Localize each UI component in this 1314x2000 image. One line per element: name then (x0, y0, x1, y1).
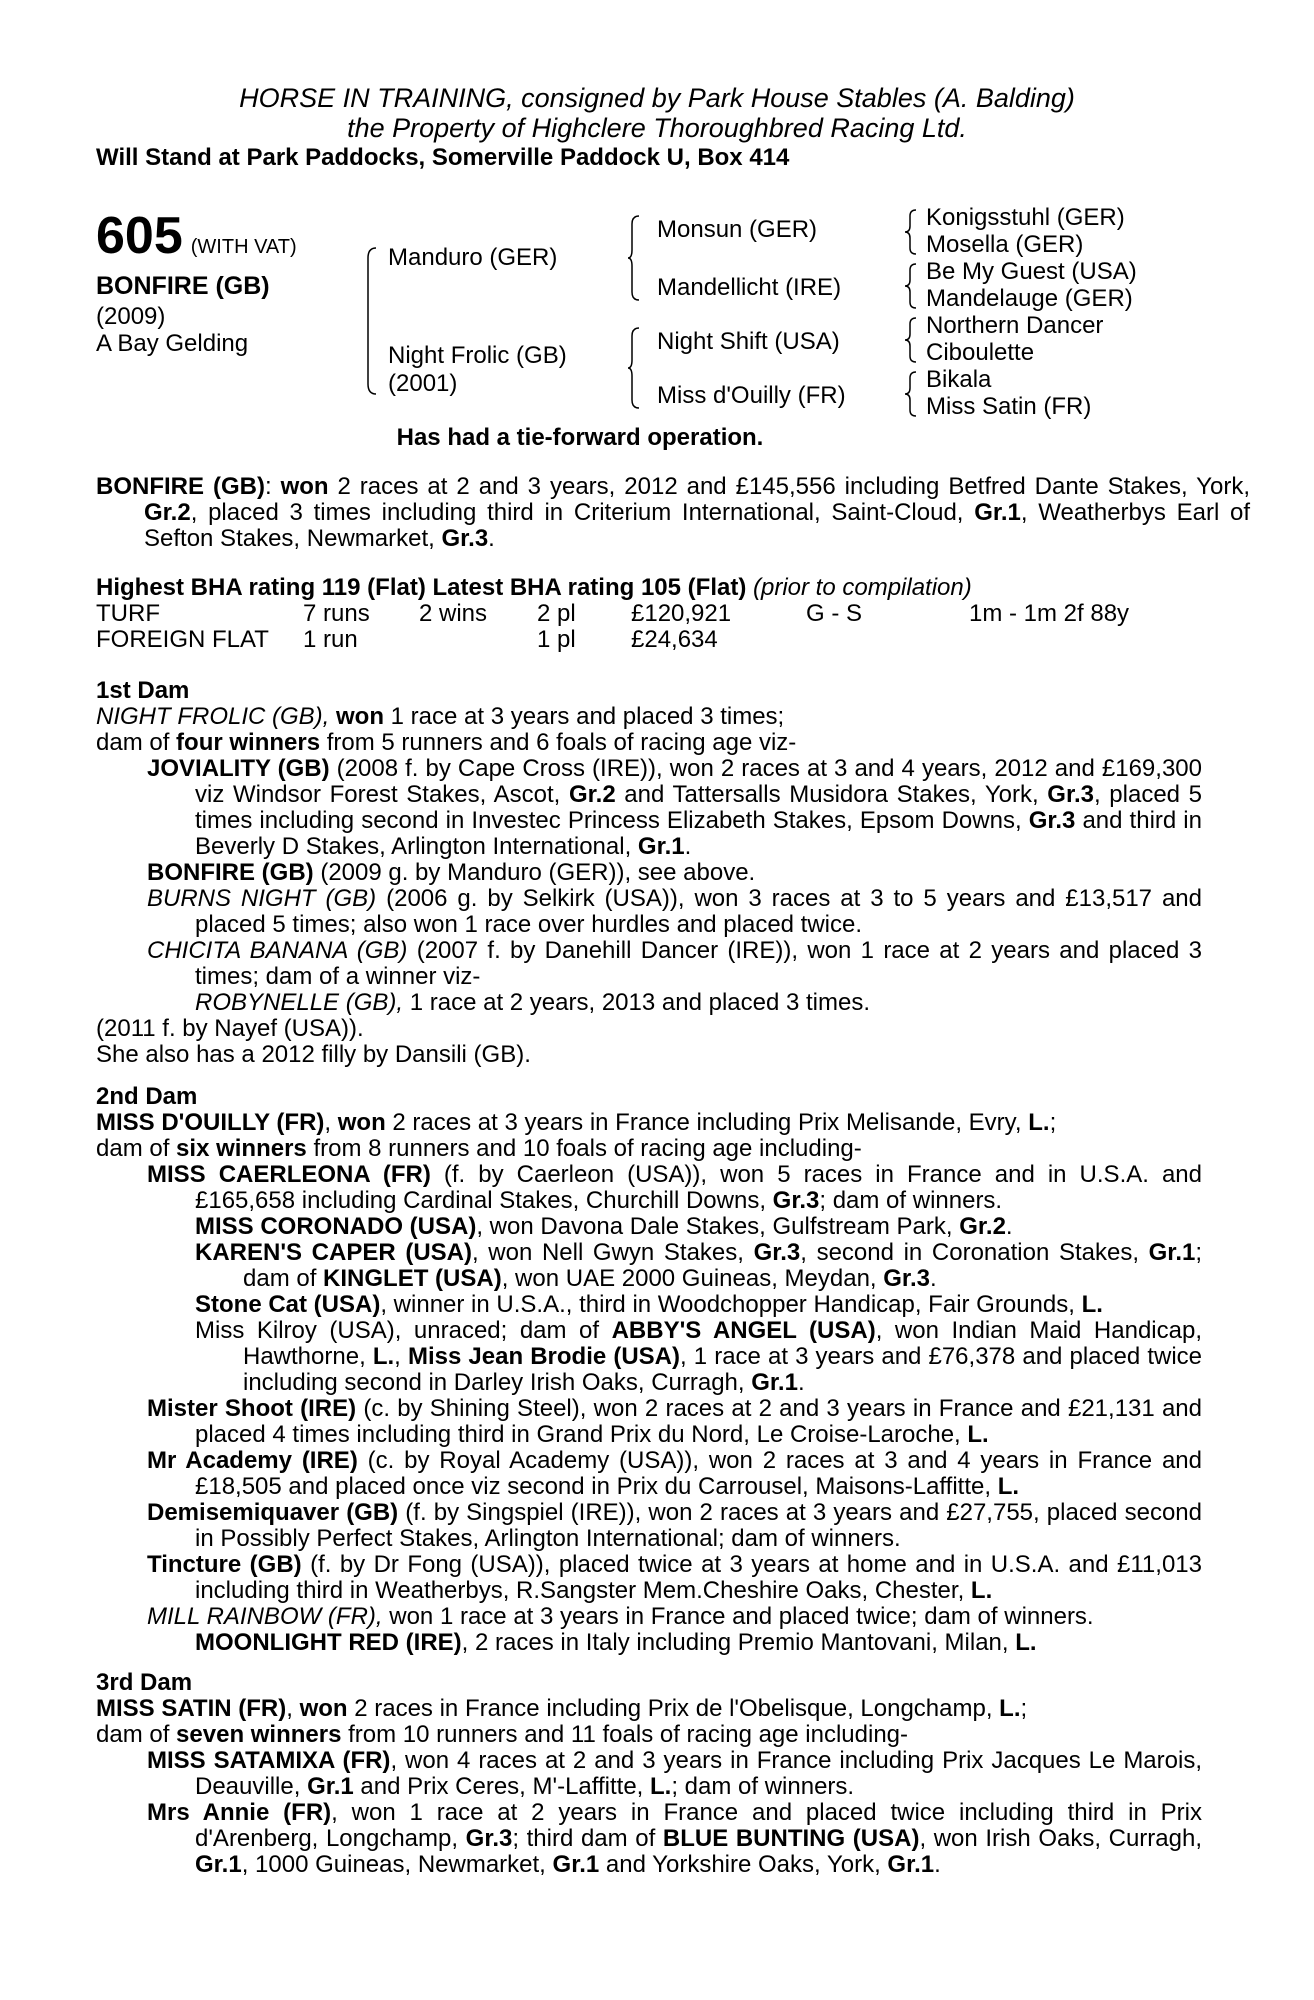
pedigree-brace-dam (628, 326, 642, 410)
consignor-line: HORSE IN TRAINING, consigned by Park House Stables (A. Balding) (239, 83, 1075, 113)
stable-location-line: Will Stand at Park Paddocks, Somerville Paddock U, Box 414 (96, 144, 790, 171)
produce-mister-shoot: Mister Shoot (IRE) (c. by Shining Steel), won 2 races at 2 and 3 years in France and £21,131 and placed 4 times including third in Grand Prix du Nord, Le Croise-Laroche, L. (147, 1395, 1202, 1448)
pedigree-sds: Be My Guest (USA) (926, 258, 1137, 285)
pedigree-dam-year: (2001) (388, 370, 458, 397)
dam3-line1: MISS SATIN (FR), won 2 races in France including Prix de l'Obelisque, Longchamp, L.; (96, 1695, 1028, 1722)
lot-number-block (96, 206, 297, 266)
produce-burns-night: BURNS NIGHT (GB) (2006 g. by Selkirk (USA)), won 3 races at 3 to 5 years and £13,517 and placed 5 times; also won 1 race over hurdles and placed twice. (147, 885, 1202, 938)
vat-note: (WITH VAT) (190, 236, 297, 258)
dam3-line2: dam of seven winners from 10 runners and 11 foals of racing age including- (96, 1721, 909, 1748)
pedigree-brace-g3-4 (905, 370, 919, 418)
produce-tincture: Tincture (GB) (f. by Dr Fong (USA)), placed twice at 3 years at home and in U.S.A. and £11,013 including third in Weatherbys, R.Sangster Mem.Cheshire Oaks, Chester, L. (147, 1551, 1202, 1604)
pedigree-dam-dam: Miss d'Ouilly (FR) (657, 382, 846, 409)
pedigree-sdd: Mandelauge (GER) (926, 285, 1133, 312)
pedigree-brace-sire (628, 214, 642, 302)
dam2-section (96, 1084, 1202, 1656)
pedigree-sire: Manduro (GER) (388, 244, 558, 271)
record-row-turf: TURF 7 runs 2 wins 2 pl £120,921 G - S 1m - 1m 2f 88y (96, 600, 1130, 627)
dam3-section (96, 1670, 1202, 1878)
pedigree-sire-dam: Mandellicht (IRE) (657, 274, 842, 301)
tie-forward-note: Has had a tie-forward operation. (396, 424, 764, 451)
dam2-line2: dam of six winners from 8 runners and 10 foals of racing age including- (96, 1135, 862, 1162)
dam2-line1: MISS D'OUILLY (FR), won 2 races at 3 years in France including Prix Melisande, Evry, L.; (96, 1109, 1057, 1136)
produce-miss-kilroy: Miss Kilroy (USA), unraced; dam of ABBY'S ANGEL (USA), won Indian Maid Handicap, Hawthorne, L., Miss Jean Brodie (USA), 1 race at 3 years and £76,378 and placed twice including second in Darley Irish Oaks, Curragh, Gr.1. (195, 1317, 1202, 1396)
pedigree-brace-g3-2 (905, 262, 919, 310)
dam1-line1: NIGHT FROLIC (GB), won 1 race at 3 years and placed 3 times; (96, 703, 785, 730)
produce-robynelle: ROBYNELLE (GB), 1 race at 2 years, 2013 and placed 3 times. (195, 989, 871, 1016)
dam1-heading: 1st Dam (96, 677, 190, 704)
race-summary: BONFIRE (GB): won 2 races at 2 and 3 years, 2012 and £145,556 including Betfred Dante Stakes, York, Gr.2, placed 3 times including third in Criterium International, Saint-Cloud, Gr.1, Weatherbys Earl of Sefton Stakes, Newmarket, Gr.3. (96, 473, 1251, 552)
produce-mill-rainbow: MILL RAINBOW (FR), won 1 race at 3 years in France and placed twice; dam of winners. (147, 1603, 1094, 1630)
produce-miss-caerleona: MISS CAERLEONA (FR) (f. by Caerleon (USA)), won 5 races in France and in U.S.A. and £165,658 including Cardinal Stakes, Churchill Downs, Gr.3; dam of winners. (147, 1161, 1202, 1214)
produce-mrs-annie: Mrs Annie (FR), won 1 race at 2 years in France and placed twice including third in Prix d'Arenberg, Longchamp, Gr.3; third dam of BLUE BUNTING (USA), won Irish Oaks, Curragh, Gr.1, 1000 Guineas, Newmarket, Gr.1 and Yorkshire Oaks, York, Gr.1. (147, 1799, 1202, 1878)
produce-miss-coronado: MISS CORONADO (USA), won Davona Dale Stakes, Gulfstream Park, Gr.2. (195, 1213, 1013, 1240)
produce-demisemiquaver: Demisemiquaver (GB) (f. by Singspiel (IRE)), won 2 races at 3 years and £27,755, placed second in Possibly Perfect Stakes, Arlington International; dam of winners. (147, 1499, 1203, 1552)
pedigree-brace-g3-3 (905, 316, 919, 364)
horse-description: A Bay Gelding (96, 330, 249, 357)
produce-moonlight-red: MOONLIGHT RED (IRE), 2 races in Italy including Premio Mantovani, Milan, L. (195, 1629, 1037, 1656)
lot-number: 605 (96, 207, 183, 265)
race-record-table (96, 601, 1129, 653)
pedigree-sire-sire: Monsun (GER) (657, 216, 818, 243)
dam1-section (96, 678, 1202, 1068)
record-row-foreign-flat: FOREIGN FLAT 1 run 1 pl £24,634 (96, 626, 718, 653)
pedigree-dsd: Ciboulette (926, 339, 1035, 366)
pedigree-dam: Night Frolic (GB) (388, 342, 567, 369)
owner-line: the Property of Highclere Thoroughbred Racing Ltd. (347, 113, 967, 143)
pedigree-brace-gen1 (364, 246, 380, 396)
produce-miss-satamixa: MISS SATAMIXA (FR), won 4 races at 2 and 3 years in France including Prix Jacques Le Marois, Deauville, Gr.1 and Prix Ceres, M'-Laffitte, L.; dam of winners. (147, 1747, 1202, 1800)
pedigree-dam-sire: Night Shift (USA) (657, 328, 840, 355)
dam3-heading: 3rd Dam (96, 1669, 193, 1696)
pedigree-brace-g3-1 (905, 208, 919, 256)
produce-2011-filly: (2011 f. by Nayef (USA)). (96, 1015, 364, 1042)
pedigree-sss: Konigsstuhl (GER) (926, 204, 1125, 231)
produce-chicita-banana: CHICITA BANANA (GB) (2007 f. by Danehill Dancer (IRE)), won 1 race at 2 years and placed 3 times; dam of a winner viz- (147, 937, 1202, 990)
bha-rating-line: Highest BHA rating 119 (Flat) Latest BHA rating 105 (Flat) (prior to compilation) (96, 574, 972, 601)
dam2-heading: 2nd Dam (96, 1083, 198, 1110)
pedigree-dds: Bikala (926, 366, 992, 393)
horse-year: (2009) (96, 303, 166, 330)
produce-mr-academy: Mr Academy (IRE) (c. by Royal Academy (USA)), won 2 races at 3 and 4 years in France and £18,505 and placed once viz second in Prix du Carrousel, Maisons-Laffitte, L. (147, 1447, 1202, 1500)
produce-joviality: JOVIALITY (GB) (2008 f. by Cape Cross (IRE)), won 2 races at 3 and 4 years, 2012 and £169,300 viz Windsor Forest Stakes, Ascot, Gr.2 and Tattersalls Musidora Stakes, York, Gr.3, placed 5 times including second in Investec Princess Elizabeth Stakes, Epsom Downs, Gr.3 and third in Beverly D Stakes, Arlington International, Gr.1. (147, 755, 1202, 860)
dam1-line2: dam of four winners from 5 runners and 6 foals of racing age viz- (96, 729, 797, 756)
produce-2012-filly: She also has a 2012 filly by Dansili (GB). (96, 1041, 531, 1068)
pedigree-dss: Northern Dancer (926, 312, 1104, 339)
pedigree-ddd: Miss Satin (FR) (926, 393, 1092, 420)
produce-stone-cat: Stone Cat (USA), winner in U.S.A., third in Woodchopper Handicap, Fair Grounds, L. (195, 1291, 1103, 1318)
horse-name: BONFIRE (GB) (96, 272, 270, 300)
pedigree-ssd: Mosella (GER) (926, 231, 1084, 258)
produce-bonfire: BONFIRE (GB) (2009 g. by Manduro (GER)), see above. (147, 859, 756, 886)
produce-karens-caper: KAREN'S CAPER (USA), won Nell Gwyn Stakes, Gr.3, second in Coronation Stakes, Gr.1; dam of KINGLET (USA), won UAE 2000 Guineas, Meydan, Gr.3. (195, 1239, 1203, 1292)
